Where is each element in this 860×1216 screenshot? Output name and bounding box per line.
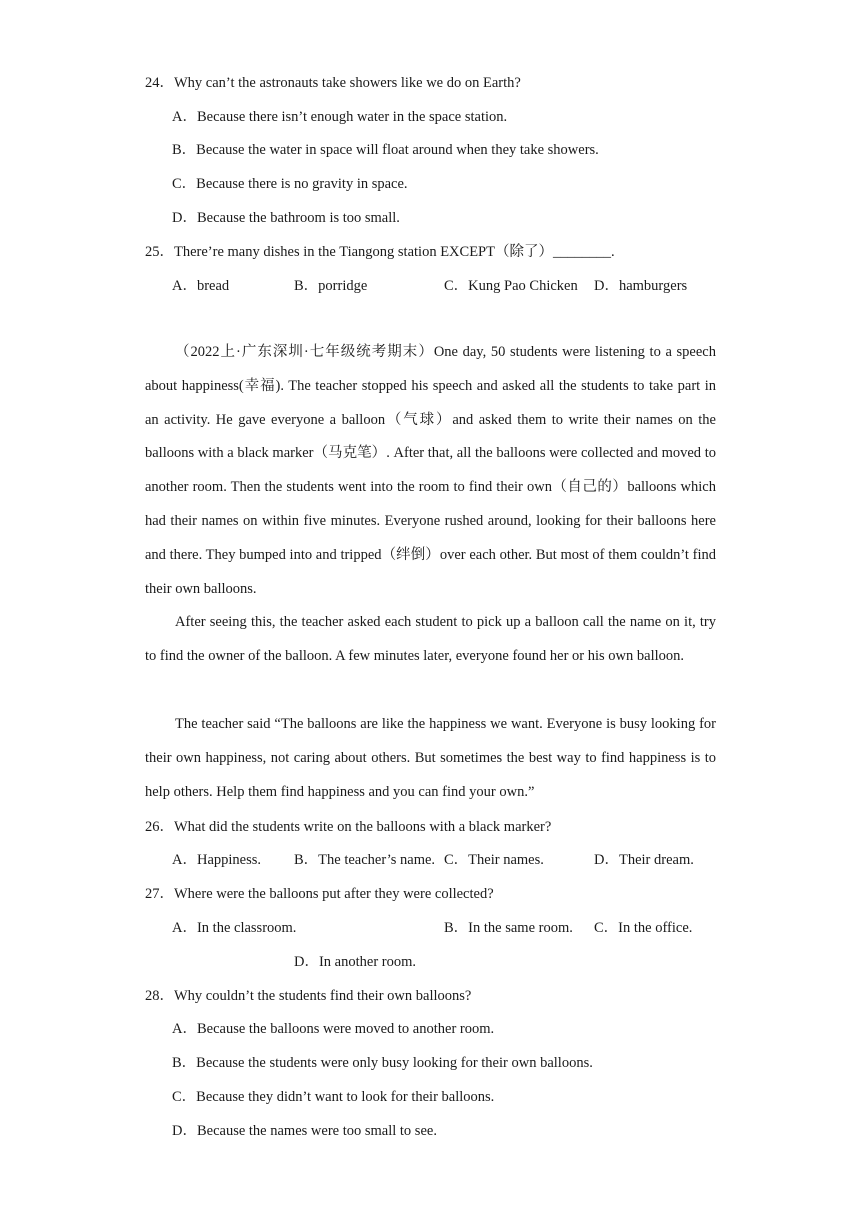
question-26-option-a: A．Happiness. [172,852,262,868]
question-24-option-a: A．Because there isn’t enough water in the space station. [172,109,508,125]
question-24-option-b: B．Because the water in space will float around when they take showers. [172,142,599,158]
question-28-option-c: C．Because they didn’t want to look for their balloons. [172,1089,495,1105]
question-28-option-d: D．Because the names were too small to see. [172,1123,437,1139]
question-28-stem: 28．Why couldn’t the students find their own balloons? [145,988,472,1004]
question-24-option-c: C．Because there is no gravity in space. [172,176,408,192]
passage-paragraph-3: The teacher said “The balloons are like the happiness we want. Everyone is busy looking for their own happiness, not caring about others. But sometimes the best way to find happiness is to help others. Help them find happiness and you can find your own.” [145,716,716,800]
question-27-option-d: D．In another room. [294,954,417,970]
question-26-option-d: D．Their dream. [594,852,694,868]
passage-paragraph-2: After seeing this, the teacher asked each student to pick up a balloon call the name on it, try to find the owner of the balloon. A few minutes later, everyone found her or his own balloon. [145,614,716,664]
question-26-stem: 26．What did the students write on the balloons with a black marker? [145,819,552,835]
question-25-option-d: D．hamburgers [594,278,688,294]
question-27-option-a: A．In the classroom. [172,920,297,936]
question-24-stem: 24．Why can’t the astronauts take showers like we do on Earth? [145,75,521,91]
question-28-option-b: B．Because the students were only busy looking for their own balloons. [172,1055,593,1071]
question-25-option-b: B．porridge [294,278,368,294]
question-26-option-b: B．The teacher’s name. [294,852,436,868]
passage-paragraph-1: （2022上·广东深圳·七年级统考期末）One day, 50 students were listening to a speech about happiness(幸福). The teacher stopped his speech and asked all the students to take part in an activity. He gave everyone a balloon（气球）and asked them to write their names on the balloons with a black marker（马克笔）. After that, all the balloons were collected and moved to another room. Then the students went into the room to find their own（自己的）balloons which had their names on within five minutes. Everyone rushed around, looking for their balloons here and there. They bumped into and tripped（绊倒）over each other. But most of them couldn’t find their own balloons. [145,344,716,597]
question-25-stem: 25．There’re many dishes in the Tiangong station EXCEPT（除了）________. [145,244,615,260]
question-24-option-d: D．Because the bathroom is too small. [172,210,400,226]
question-25-option-a: A．bread [172,278,230,294]
question-25-option-c: C．Kung Pao Chicken [444,278,578,294]
question-27-stem: 27．Where were the balloons put after they were collected? [145,886,494,902]
question-27-option-b: B．In the same room. [444,920,573,936]
question-26-option-c: C．Their names. [444,852,544,868]
question-28-option-a: A．Because the balloons were moved to another room. [172,1021,495,1037]
question-27-option-c: C．In the office. [594,920,693,936]
